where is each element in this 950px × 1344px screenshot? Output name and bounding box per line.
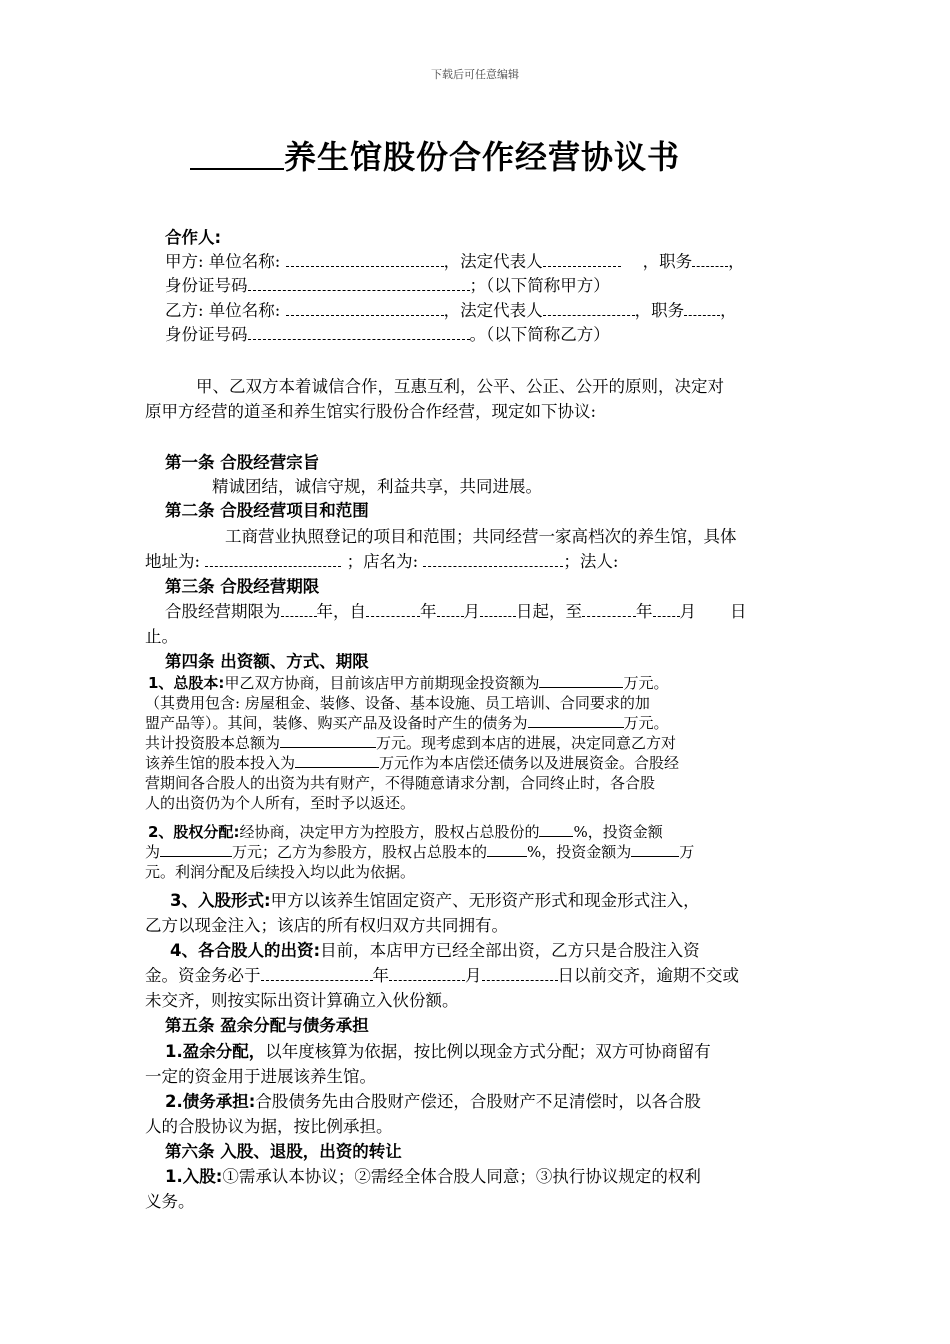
title-blank — [190, 140, 284, 170]
address-blank — [205, 551, 341, 567]
art4-p4-line-1: 4、各合股人的出资:目前，本店甲方已经全部出资，乙方只是合股注入资 — [170, 941, 700, 960]
party-a-rep-blank — [543, 251, 621, 267]
art4-title: 第四条 出资额、方式、期限 — [165, 652, 369, 671]
art4-p3-line-2: 乙方以现金注入；该店的所有权归双方共同拥有。 — [145, 916, 508, 935]
art5-p1-line-2: 一定的资金用于进展该养生馆。 — [145, 1067, 376, 1086]
parties-heading: 合作人: — [165, 228, 222, 247]
art4-p1-line-2: （其费用包含: 房屋租金、装修、设备、基本设施、员工培训、合同要求的加 — [145, 694, 650, 712]
p2-b-percent-blank — [487, 841, 527, 857]
art3-line-2: 止。 — [145, 627, 178, 646]
p2-a-amount-blank — [160, 841, 232, 857]
art6-title: 第六条 入股、退股，出资的转让 — [165, 1142, 402, 1161]
shop-name-blank — [423, 551, 563, 567]
art5-p2-line-2: 人的合股协议为据，按比例承担。 — [145, 1117, 393, 1136]
p1-partyb-blank — [295, 752, 379, 768]
art4-p2-line-1: 2、股权分配:经协商，决定甲方为控股方，股权占总股份的 %，投资金额 — [148, 823, 663, 841]
title-text: 养生馆股份合作经营协议书 — [284, 138, 681, 176]
party-b-name-blank — [286, 300, 444, 316]
party-a-line: 甲方: 单位名称: ，法定代表人 ，职务 ， — [165, 252, 745, 271]
party-a-id-line: 身份证号码 ；（以下简称甲方） — [165, 276, 610, 295]
art4-p2-line-2: 为 万元；乙方为参股方，股权占总股本的 %，投资金额为 万 — [145, 843, 695, 861]
art4-p1-line-1: 1、总股本:甲乙双方协商，目前该店甲方前期现金投资额为 万元。 — [148, 674, 669, 692]
art4-p1-line-3: 盟产品等）。其间，装修、购买产品及设备时产生的债务为 万元。 — [145, 714, 669, 732]
term-years-blank — [281, 601, 317, 617]
art5-title: 第五条 盈余分配与债务承担 — [165, 1016, 369, 1035]
art4-p1-line-5: 该养生馆的股本投入为 万元作为本店偿还债务以及进展资金。合股经 — [145, 754, 680, 772]
party-a-name-blank — [286, 251, 444, 267]
end-year-blank — [582, 601, 636, 617]
intro-line-2: 原甲方经营的道圣和养生馆实行股份合作经营，现定如下协议: — [145, 402, 597, 421]
art4-p4-line-2: 金。资金务必于 年 月 日以前交齐，逾期不交或 — [145, 966, 739, 985]
art5-p1-line-1: 1.盈余分配，以年度核算为依据，按比例以现金方式分配；双方可协商留有 — [165, 1042, 711, 1061]
art2-line-2: 地址为: ；店名为: ；法人: — [145, 552, 619, 571]
party-b-line: 乙方: 单位名称: ，法定代表人 ，职务 ， — [165, 301, 737, 320]
header-note: 下载后可任意编辑 — [431, 68, 519, 81]
art4-p2-line-3: 元。利润分配及后续投入均以此为依据。 — [145, 863, 416, 881]
p4-day-blank — [482, 965, 558, 981]
art4-p1-line-6: 营期间各合股人的出资为共有财产，不得随意请求分割，合同终止时，各合股 — [145, 774, 656, 792]
p4-year-blank — [261, 965, 373, 981]
art2-title: 第二条 合股经营项目和范围 — [165, 501, 369, 520]
art3-title: 第三条 合股经营期限 — [165, 577, 320, 596]
end-month-blank — [653, 601, 680, 617]
art4-p1-line-7: 人的出资仍为个人所有，至时予以返还。 — [145, 794, 416, 812]
start-year-blank — [366, 601, 420, 617]
art3-line-1: 合股经营期限为 年，自 年 月 日起，至 年 月 日 — [165, 602, 747, 621]
party-a-position-blank — [692, 251, 728, 267]
art4-p4-line-3: 未交齐，则按实际出资计算确立入伙份额。 — [145, 991, 459, 1010]
art1-title: 第一条 合股经营宗旨 — [165, 453, 320, 472]
p4-month-blank — [389, 965, 465, 981]
start-month-blank — [437, 601, 464, 617]
art4-p3-line-1: 3、入股形式:甲方以该养生馆固定资产、无形资产形式和现金形式注入， — [170, 891, 700, 910]
p1-debt-blank — [528, 712, 624, 728]
p2-b-amount-blank — [631, 841, 679, 857]
intro-line-1: 甲、乙双方本着诚信合作，互惠互利，公平、公正、公开的原则，决定对 — [196, 377, 724, 396]
art6-p1-line-1: 1.入股:①需承认本协议；②需经全体合股人同意；③执行协议规定的权利 — [165, 1167, 701, 1186]
p1-cash-blank — [539, 672, 623, 688]
party-b-id-blank — [248, 324, 470, 340]
party-b-position-blank — [684, 300, 720, 316]
p1-total-blank — [280, 732, 376, 748]
party-a-id-blank — [248, 275, 470, 291]
party-b-rep-blank — [543, 300, 635, 316]
page-title — [190, 132, 680, 178]
art2-line-1: 工商营业执照登记的项目和范围；共同经营一家高档次的养生馆，具体 — [225, 527, 737, 546]
p2-a-percent-blank — [539, 821, 573, 837]
art6-p1-line-2: 义务。 — [145, 1192, 195, 1211]
art1-text: 精诚团结，诚信守规，利益共享，共同进展。 — [212, 477, 542, 496]
art4-p1-line-4: 共计投资股本总额为 万元。现考虑到本店的进展，决定同意乙方对 — [145, 734, 677, 752]
start-day-blank — [480, 601, 516, 617]
party-b-id-line: 身份证号码 。（以下简称乙方） — [165, 325, 610, 344]
art5-p2-line-1: 2.债务承担:合股债务先由合股财产偿还，合股财产不足清偿时，以各合股 — [165, 1092, 701, 1111]
